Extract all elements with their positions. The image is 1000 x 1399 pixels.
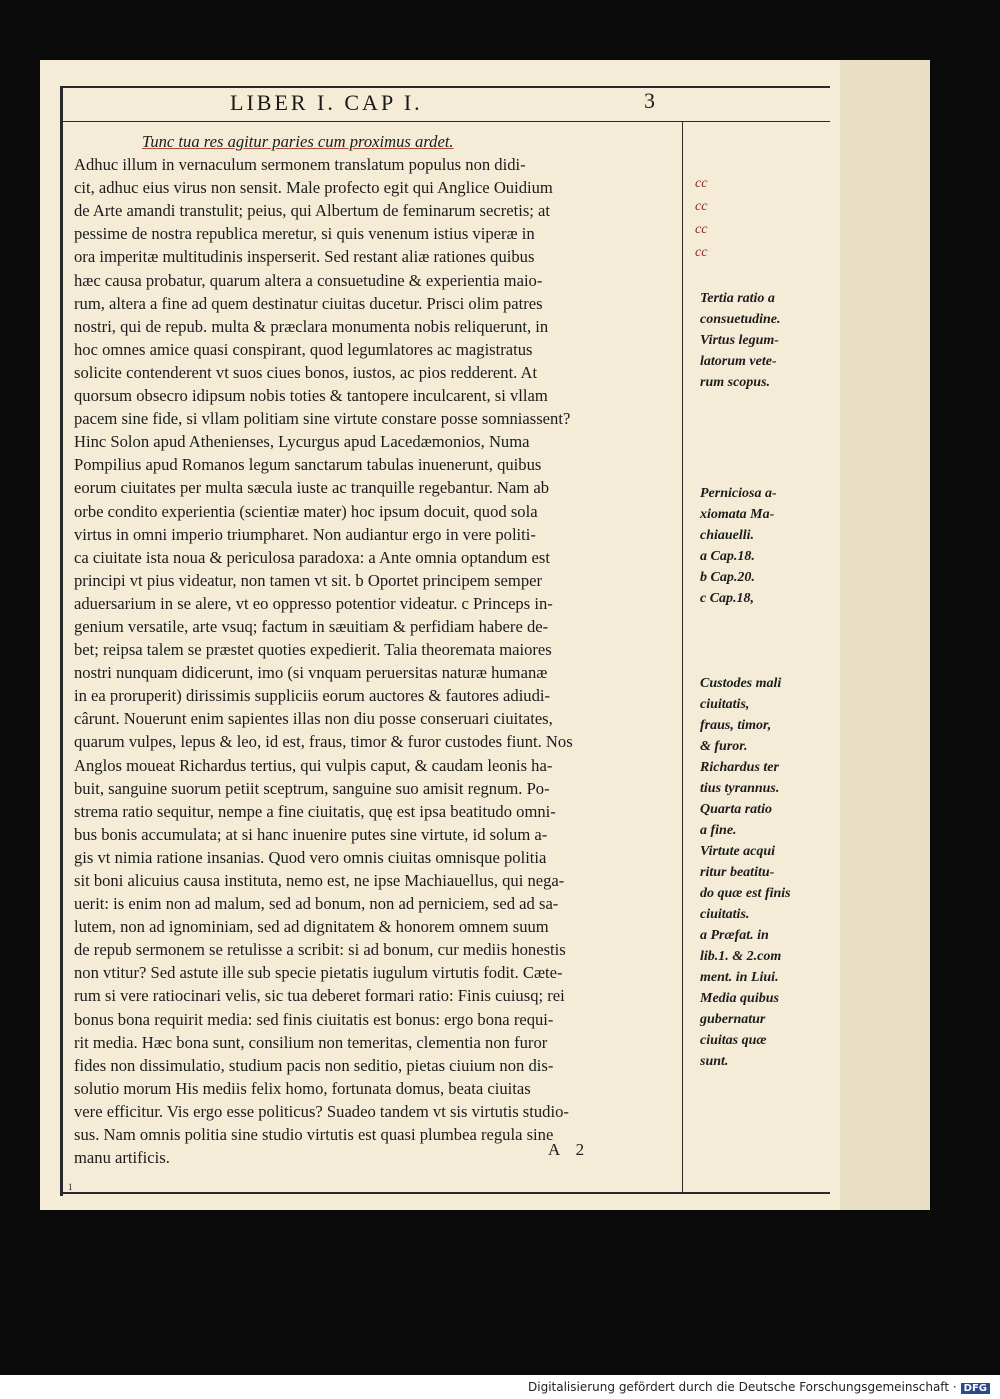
dfg-logo: DFG bbox=[961, 1383, 990, 1394]
margin-note-line: rum scopus. bbox=[700, 375, 771, 390]
margin-note-line: do quæ est finis bbox=[700, 886, 791, 901]
text-line: nostri nunquam didicerunt, imo (si vnquam peruersitas naturæ humanæ bbox=[74, 663, 548, 683]
text-line: hæc causa probatur, quarum altera a consuetudine & experientia maio- bbox=[74, 270, 543, 290]
text-line: orbe condito experientia (scientiæ mater) hoc ipsum docuit, quod sola bbox=[74, 501, 538, 521]
margin-note-line: tius tyrannus. bbox=[700, 781, 780, 796]
text-line: virtus in omni imperio triumpharet. Non audiantur ergo in vere politi- bbox=[74, 524, 536, 544]
text-line: solicite contenderent vt suos ciues bonos, iustos, ac pios redderent. At bbox=[74, 362, 538, 382]
text-line: de Arte amandi transtulit; peius, qui Albertum de feminarum secretis; at bbox=[74, 201, 551, 221]
page-number: 3 bbox=[644, 88, 658, 113]
margin-note-line: a Cap.18. bbox=[700, 549, 755, 564]
margin-note-line: a Præfat. in bbox=[700, 928, 769, 943]
text-line: in ea proruperit) dirissimis suppliciis eorum auctores & fautores adiudi- bbox=[74, 686, 551, 706]
footer-credit bbox=[528, 1380, 990, 1394]
margin-note-line: Richardus ter bbox=[700, 760, 779, 775]
quote-mark: cc bbox=[695, 176, 708, 191]
signature-mark: A 2 bbox=[548, 1140, 591, 1159]
text-line: quarum vulpes, lepus & leo, id est, fraus, timor & furor custodes fiunt. Nos bbox=[74, 732, 573, 752]
text-line: buit, sanguine suorum petiit sceptrum, sanguine suo amisit regnum. Po- bbox=[74, 778, 550, 798]
text-line: bet; reipsa talem se præstet quoties expedierit. Talia theoremata maiores bbox=[74, 640, 552, 660]
text-line: vere efficitur. Vis ergo esse politicus? Suadeo tandem vt sis virtutis studio- bbox=[74, 1101, 569, 1121]
margin-note-line: Quarta ratio bbox=[700, 802, 772, 817]
text-line: aduersarium in se alere, vt eo oppresso potentior videatur. c Princeps in- bbox=[74, 593, 553, 613]
text-line: principi vt pius videatur, non tamen vt sit. b Oportet principem semper bbox=[74, 570, 543, 590]
margin-note-line: b Cap.20. bbox=[700, 570, 755, 585]
text-line: rit media. Hæc bona sunt, consilium non temeritas, clementia non furor bbox=[74, 1032, 548, 1052]
margin-note-line: lib.1. & 2.com bbox=[700, 949, 782, 964]
margin-note-line: sunt. bbox=[700, 1054, 729, 1069]
margin-note-block bbox=[700, 288, 824, 393]
margin-note-line: Virtus legum- bbox=[700, 333, 779, 348]
text-line: gis vt nimia ratione insanias. Quod vero omnis ciuitas omnisque politia bbox=[74, 847, 547, 867]
text-line: ca ciuitate ista noua & periculosa paradoxa: a Ante omnia optandum est bbox=[74, 547, 550, 567]
text-line: fides non dissimulatio, studium pacis non seditio, pietas ciuium non dis- bbox=[74, 1055, 554, 1075]
margin-note-line: xiomata Ma- bbox=[700, 507, 775, 522]
margin-note-line: consuetudine. bbox=[700, 312, 781, 327]
text-line: Anglos moueat Richardus tertius, qui vulpis caput, & caudam leonis ha- bbox=[74, 755, 553, 775]
margin-note-line: ment. in Liui. bbox=[700, 970, 779, 985]
text-line: bus bonis accumulata; at si hanc inuenire putes sine virtute, id solum a- bbox=[74, 824, 548, 844]
text-line: sus. Nam omnis politia sine studio virtutis est quasi plumbea regula sine bbox=[74, 1125, 554, 1145]
text-line: pessime de nostra republica meretur, si quis venenum istius viperæ in bbox=[74, 224, 535, 244]
footer-bar bbox=[0, 1375, 1000, 1399]
margin-quote-marks bbox=[695, 172, 735, 264]
text-line: cârunt. Nouerunt enim sapientes illas non diu posse conseruari ciuitates, bbox=[74, 709, 553, 729]
motto-line: Tunc tua res agitur paries cum proximus ardet. bbox=[142, 132, 454, 151]
frame-bottom-rule bbox=[60, 1192, 830, 1194]
body-lines bbox=[74, 153, 680, 1169]
text-line: Hinc Solon apud Athenienses, Lycurgus apud Lacedæmonios, Numa bbox=[74, 432, 530, 452]
text-line: genium versatile, arte vsuq; factum in sæuitiam & perfidiam habere de- bbox=[74, 616, 549, 636]
margin-note-line: fraus, timor, bbox=[700, 718, 772, 733]
text-line: lutem, non ad ignominiam, sed ad dignitatem & honorem omnem suum bbox=[74, 917, 549, 937]
text-line: nostri, qui de repub. multa & præclara monumenta nobis reliquerunt, in bbox=[74, 316, 549, 336]
text-line: non vtitur? Sed astute ille sub specie pietatis iugulum virtutis fodit. Cæte- bbox=[74, 963, 563, 983]
quote-mark: cc bbox=[695, 199, 708, 214]
margin-note-line: Perniciosa a- bbox=[700, 486, 777, 501]
text-line: hoc omnes amice quasi conspirant, quod legumlatores ac magistratus bbox=[74, 339, 533, 359]
running-header bbox=[70, 88, 670, 120]
text-line: Adhuc illum in vernaculum sermonem translatum populus non didi- bbox=[74, 155, 526, 175]
margin-note-block bbox=[700, 483, 824, 609]
margin-note-line: Virtute acqui bbox=[700, 844, 776, 859]
text-line: cit, adhuc eius virus non sensit. Male profecto egit qui Anglice Ouidium bbox=[74, 178, 553, 198]
quote-mark: cc bbox=[695, 222, 708, 237]
text-line: eorum ciuitates per multa sæcula iuste ac tranquille regebantur. Nam ab bbox=[74, 478, 550, 498]
margin-note-line: a fine. bbox=[700, 823, 737, 838]
margin-note-line: ciuitatis, bbox=[700, 697, 750, 712]
text-line: solutio morum His mediis felix homo, fortunata domus, beata ciuitas bbox=[74, 1078, 531, 1098]
text-line: pacem sine fide, si vllam politiam sine virtute constare posse somniassent? bbox=[74, 409, 571, 429]
text-line: Pompilius apud Romanos legum sanctarum tabulas inuenerunt, quibus bbox=[74, 455, 542, 475]
column-rule bbox=[682, 122, 683, 1192]
margin-note-line: Tertia ratio a bbox=[700, 291, 775, 306]
text-line: sit boni alicuius causa instituta, nemo est, ne ipse Machiauellus, qui nega- bbox=[74, 871, 565, 890]
text-line: rum, altera a fine ad quem destinatur ciuitas ducetur. Prisci olim patres bbox=[74, 293, 543, 313]
text-line: rum si vere ratiocinari velis, sic tua deberet formari ratio: Finis cuiusq; rei bbox=[74, 986, 565, 1006]
text-line: quorsum obsecro idipsum nobis toties & tantopere inculcarent, si vllam bbox=[74, 386, 548, 406]
margin-note-line: latorum vete- bbox=[700, 354, 777, 369]
margin-note-line: gubernatur bbox=[700, 1012, 766, 1027]
text-line: uerit: is enim non ad malum, sed ad bonum, non ad perniciem, sed ad sa- bbox=[74, 894, 559, 914]
margin-note-line: & furor. bbox=[700, 739, 748, 754]
frame-header-rule bbox=[60, 121, 830, 122]
running-title: LIBER I. CAP I. bbox=[230, 90, 423, 115]
text-line: bonus bona requirit media: sed finis ciuitatis est bonus: ergo bona requi- bbox=[74, 1009, 554, 1029]
margin-note-line: c Cap.18, bbox=[700, 591, 755, 606]
text-line: de repub sermonem se retulisse a scribit: si ad bonum, cur mediis honestis bbox=[74, 940, 566, 960]
margin-note-line: Media quibus bbox=[700, 991, 779, 1006]
quote-mark: cc bbox=[695, 245, 708, 260]
corner-mark: 1 bbox=[68, 1182, 73, 1192]
main-text-block bbox=[74, 130, 680, 1169]
text-line: manu artificis. bbox=[74, 1148, 170, 1168]
margin-note-line: ciuitas quæ bbox=[700, 1033, 767, 1048]
margin-note-block bbox=[700, 673, 824, 1072]
margin-note-line: ritur beatitu- bbox=[700, 865, 775, 880]
footer-credit-text: Digitalisierung gefördert durch die Deutsche Forschungsgemeinschaft · bbox=[528, 1380, 957, 1394]
frame-left-rule bbox=[60, 86, 63, 1196]
margin-note-line: Custodes mali bbox=[700, 676, 782, 691]
text-line: ora imperitæ multitudinis insperserit. Sed restant aliæ rationes quibus bbox=[74, 247, 535, 267]
text-line: strema ratio sequitur, nempe a fine ciuitatis, quę est ipsa beatitudo omni- bbox=[74, 801, 556, 821]
margin-note-line: chiauelli. bbox=[700, 528, 755, 543]
margin-note-line: ciuitatis. bbox=[700, 907, 750, 922]
page-edge bbox=[840, 60, 930, 1210]
